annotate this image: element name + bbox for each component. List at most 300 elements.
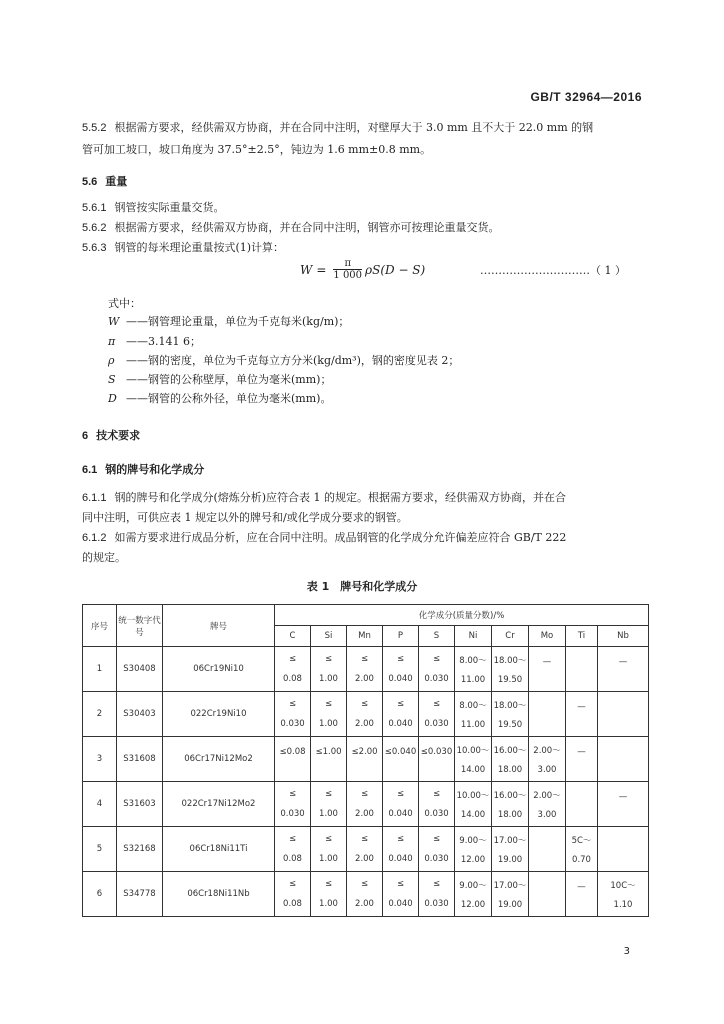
definition-pi xyxy=(108,334,201,350)
cell-value-line: 18.00～ xyxy=(493,655,527,666)
para-number: 5.6.2 xyxy=(82,222,107,234)
cell-value-stack xyxy=(529,649,565,689)
para-text: 钢的牌号和化学成分(熔炼分析)应符合表 1 的规定。根据需方要求，经供需双方协商，并在合 xyxy=(114,491,567,504)
table-row xyxy=(83,827,649,872)
cell-cr xyxy=(492,692,529,737)
cell-s xyxy=(419,692,455,737)
cell-value-stack xyxy=(566,649,597,689)
weight-formula xyxy=(300,258,425,281)
cell-value-line: 0.030 xyxy=(424,899,449,909)
definition-text: ——钢管的公称壁厚，单位为毫米(mm)； xyxy=(126,373,332,386)
cell-ni xyxy=(455,737,492,782)
cell-mo xyxy=(529,692,566,737)
cell-value-stack xyxy=(419,874,454,914)
cell-value-line: 3.00 xyxy=(537,764,557,775)
para-text: 钢管按实际重量交货。 xyxy=(114,201,225,214)
cell-value-line: 9.00～ xyxy=(459,880,487,891)
cell-value-line: 10.00～ xyxy=(456,790,490,801)
cell-value-stack xyxy=(492,649,528,689)
cell-value-line: 2.00～ xyxy=(533,745,561,756)
definition-d xyxy=(108,391,331,407)
para-5-6-1 xyxy=(82,200,224,216)
cell-value-stack xyxy=(383,694,418,734)
table-body xyxy=(83,647,649,917)
cell-value-stack xyxy=(419,649,454,689)
cell-value-line: 16.00～ xyxy=(493,745,527,756)
cell-grade: 022Cr17Ni12Mo2 xyxy=(163,782,275,827)
cell-unified-code: S31603 xyxy=(117,782,163,827)
cell-value-line: 2.00 xyxy=(355,674,374,684)
cell-s xyxy=(419,782,455,827)
definition-symbol: D xyxy=(108,392,117,405)
cell-nb xyxy=(598,827,649,872)
cell-value-line: 0.040 xyxy=(388,854,413,864)
cell-value-stack xyxy=(419,784,454,824)
cell-value-line: ≤ xyxy=(324,654,333,664)
cell-value-line: 17.00～ xyxy=(493,880,527,891)
fraction-numerator: π xyxy=(344,258,352,269)
para-6-1-2-line1 xyxy=(82,530,566,546)
cell-value-line: 0.70 xyxy=(572,854,591,865)
para-text: 钢管的每米理论重量按式(1)计算： xyxy=(114,241,285,254)
section-number: 5.6 xyxy=(82,176,98,188)
definition-text: ——钢管理论重量，单位为千克每米(kg/m)； xyxy=(126,315,350,328)
cell-si xyxy=(311,827,347,872)
cell-value-line: — xyxy=(618,791,628,802)
header-element: Mn xyxy=(347,626,383,647)
cell-value-line: 0.040 xyxy=(388,719,413,729)
cell-value-line: 1.00 xyxy=(319,854,338,864)
cell-grade: 06Cr17Ni12Mo2 xyxy=(163,737,275,782)
cell-value-stack xyxy=(419,829,454,869)
cell-si xyxy=(311,737,347,782)
cell-value-stack xyxy=(529,829,565,869)
cell-value-line: ≤ xyxy=(288,654,297,664)
cell-value-line: 18.00～ xyxy=(493,700,527,711)
page-number: 3 xyxy=(623,946,630,957)
cell-value-line: ≤ xyxy=(432,879,441,889)
cell-value-line: 0.040 xyxy=(388,899,413,909)
cell-c xyxy=(275,692,311,737)
cell-grade: 06Cr19Ni10 xyxy=(163,647,275,692)
cell-value-stack xyxy=(347,874,382,914)
cell-value-stack xyxy=(383,874,418,914)
formula-rhs: ρS(D − S) xyxy=(365,262,426,277)
cell-si xyxy=(311,647,347,692)
cell-value-stack xyxy=(311,784,346,824)
table-row xyxy=(83,737,649,782)
section-number: 6.1 xyxy=(82,464,98,476)
para-number: 5.6.1 xyxy=(82,202,107,214)
cell-seq: 4 xyxy=(83,782,117,827)
cell-value-line: ≤ xyxy=(324,879,333,889)
cell-cr xyxy=(492,647,529,692)
cell-value-stack xyxy=(275,829,310,869)
cell-value-stack xyxy=(275,739,310,779)
para-text: 根据需方要求，经供需双方协商，并在合同中注明，钢管亦可按理论重量交货。 xyxy=(114,221,500,234)
table-row xyxy=(83,692,649,737)
cell-value-stack xyxy=(347,649,382,689)
cell-cr xyxy=(492,827,529,872)
cell-value-stack xyxy=(455,829,491,869)
cell-value-line: ≤ xyxy=(288,834,297,844)
header-chemical-composition: 化学成分(质量分数)/% xyxy=(275,605,649,626)
cell-value-line: ≤ xyxy=(360,789,369,799)
para-text: 同中注明，可供应表 1 规定以外的牌号和/或化学成分要求的钢管。 xyxy=(82,511,408,524)
cell-cr xyxy=(492,872,529,917)
definition-w xyxy=(108,314,349,330)
cell-unified-code: S31608 xyxy=(117,737,163,782)
cell-value-line: 2.00 xyxy=(355,809,374,819)
para-5-6-2 xyxy=(82,220,499,236)
cell-value-line: ≤ xyxy=(288,879,297,889)
cell-ti xyxy=(566,737,598,782)
cell-value-line: ≤ xyxy=(324,699,333,709)
cell-value-line: 0.030 xyxy=(424,674,449,684)
cell-value-line: ≤ xyxy=(360,834,369,844)
cell-ti xyxy=(566,782,598,827)
cell-ti xyxy=(566,872,598,917)
cell-value-line: 0.08 xyxy=(283,674,302,684)
cell-value-line: 0.030 xyxy=(280,809,305,819)
header-element: S xyxy=(419,626,455,647)
cell-value-line: 1.00 xyxy=(319,809,338,819)
cell-ni xyxy=(455,692,492,737)
definition-s xyxy=(108,372,331,388)
cell-mo xyxy=(529,737,566,782)
cell-value-stack xyxy=(492,784,528,824)
section-6-heading xyxy=(82,428,140,444)
cell-value-line: 2.00～ xyxy=(533,790,561,801)
definition-symbol: W xyxy=(108,315,120,328)
cell-mn xyxy=(347,647,383,692)
cell-grade: 06Cr18Ni11Ti xyxy=(163,827,275,872)
cell-grade: 06Cr18Ni11Nb xyxy=(163,872,275,917)
cell-seq: 1 xyxy=(83,647,117,692)
cell-nb xyxy=(598,647,649,692)
cell-value-stack xyxy=(419,694,454,734)
cell-value-line: ≤ xyxy=(360,879,369,889)
cell-value-stack xyxy=(492,829,528,869)
cell-p xyxy=(383,692,419,737)
para-text: 根据需方要求，经供需双方协商，并在合同中注明，对壁厚大于 3.0 mm 且不大于 22.0 mm 的钢 xyxy=(114,121,594,134)
cell-value-stack xyxy=(311,694,346,734)
cell-value-stack xyxy=(598,739,648,779)
cell-value-line: ≤ xyxy=(360,699,369,709)
cell-value-stack xyxy=(383,784,418,824)
header-element: Nb xyxy=(598,626,649,647)
cell-c xyxy=(275,647,311,692)
para-text: 如需方要求进行成品分析，应在合同中注明。成品钢管的化学成分允许偏差应符合 GB/T 222 xyxy=(114,531,567,544)
cell-value-line: 11.00 xyxy=(460,719,486,730)
para-number: 5.5.2 xyxy=(82,122,107,134)
cell-value-line: ≤ xyxy=(288,699,297,709)
cell-p xyxy=(383,872,419,917)
formula-equals: = xyxy=(316,262,327,277)
composition-table xyxy=(82,604,649,917)
cell-value-line: — xyxy=(542,656,552,667)
cell-value-stack xyxy=(598,784,648,824)
cell-value-line: 17.00～ xyxy=(493,835,527,846)
header-element: Ni xyxy=(455,626,492,647)
para-5-6-3 xyxy=(82,240,284,256)
cell-c xyxy=(275,737,311,782)
cell-ni xyxy=(455,827,492,872)
para-6-1-2-line2 xyxy=(82,550,126,566)
cell-value-line: 18.00 xyxy=(497,809,523,820)
cell-value-line: ≤ xyxy=(324,789,333,799)
cell-value-line: 11.00 xyxy=(460,674,486,685)
para-6-1-1-line2 xyxy=(82,510,408,526)
cell-value-stack xyxy=(598,829,648,869)
cell-value-stack xyxy=(383,829,418,869)
header-element: Mo xyxy=(529,626,566,647)
cell-s xyxy=(419,827,455,872)
cell-c xyxy=(275,872,311,917)
cell-mn xyxy=(347,872,383,917)
cell-value-line: ≤ xyxy=(396,699,405,709)
cell-value-stack xyxy=(455,694,491,734)
section-5-6-heading xyxy=(82,174,127,190)
cell-ti xyxy=(566,827,598,872)
header-seq: 序号 xyxy=(83,605,117,647)
cell-c xyxy=(275,782,311,827)
cell-mo xyxy=(529,647,566,692)
cell-value-stack xyxy=(529,874,565,914)
standard-code: GB/T 32964—2016 xyxy=(530,90,642,104)
cell-value-stack xyxy=(383,739,418,779)
cell-value-stack xyxy=(311,829,346,869)
cell-value-line: 5C～ xyxy=(571,835,592,846)
cell-seq: 2 xyxy=(83,692,117,737)
cell-value-stack xyxy=(598,694,648,734)
cell-value-line: ≤ xyxy=(432,789,441,799)
cell-value-stack xyxy=(419,739,454,779)
cell-value-line: 19.00 xyxy=(497,854,523,865)
cell-value-line: 0.08 xyxy=(283,899,302,909)
cell-ti xyxy=(566,647,598,692)
formula-fraction xyxy=(333,258,362,281)
cell-value-stack xyxy=(311,739,346,779)
cell-unified-code: S30403 xyxy=(117,692,163,737)
cell-value-line: 2.00 xyxy=(355,719,374,729)
cell-value-line: 16.00～ xyxy=(493,790,527,801)
cell-value-line: ≤1.00 xyxy=(315,746,342,757)
cell-value-stack xyxy=(455,649,491,689)
cell-value-line: 9.00～ xyxy=(459,835,487,846)
para-5-5-2-line1 xyxy=(82,120,593,136)
cell-value-line: 10C～ xyxy=(610,880,636,891)
para-text: 的规定。 xyxy=(82,551,126,564)
cell-mn xyxy=(347,827,383,872)
cell-nb xyxy=(598,692,649,737)
para-5-5-2-line2 xyxy=(82,142,431,158)
cell-ni xyxy=(455,647,492,692)
cell-value-line: 1.00 xyxy=(319,719,338,729)
cell-mn xyxy=(347,782,383,827)
cell-ti xyxy=(566,692,598,737)
definition-rho xyxy=(108,353,459,369)
cell-value-line: 12.00 xyxy=(460,854,486,865)
cell-si xyxy=(311,872,347,917)
cell-value-line: ≤ xyxy=(432,834,441,844)
para-number: 6.1.1 xyxy=(82,492,107,504)
para-number: 5.6.3 xyxy=(82,242,107,254)
cell-si xyxy=(311,692,347,737)
section-title: 钢的牌号和化学成分 xyxy=(105,463,205,476)
cell-value-line: ≤0.030 xyxy=(420,746,453,757)
definition-text: ——钢的密度，单位为千克每立方分米(kg/dm³)，钢的密度见表 2； xyxy=(126,354,460,367)
cell-value-line: 8.00～ xyxy=(459,700,487,711)
header-element: Ti xyxy=(566,626,598,647)
cell-value-line: 1.00 xyxy=(319,899,338,909)
cell-ni xyxy=(455,872,492,917)
cell-value-line: 1.10 xyxy=(613,899,633,910)
cell-value-line: 0.08 xyxy=(283,854,302,864)
table-row xyxy=(83,872,649,917)
cell-mo xyxy=(529,827,566,872)
cell-value-line: ≤ xyxy=(288,789,297,799)
fraction-denominator: 1 000 xyxy=(333,270,363,281)
cell-seq: 6 xyxy=(83,872,117,917)
cell-value-line: 0.040 xyxy=(388,809,413,819)
cell-value-stack xyxy=(275,694,310,734)
cell-value-line: 2.00 xyxy=(355,899,374,909)
cell-seq: 3 xyxy=(83,737,117,782)
header-element: C xyxy=(275,626,311,647)
cell-ni xyxy=(455,782,492,827)
formula-lhs: W xyxy=(300,262,313,277)
table-header-row xyxy=(83,605,649,626)
cell-unified-code: S34778 xyxy=(117,872,163,917)
cell-nb xyxy=(598,737,649,782)
cell-p xyxy=(383,827,419,872)
cell-value-stack xyxy=(566,784,597,824)
cell-value-line: 3.00 xyxy=(537,809,557,820)
cell-value-line: ≤0.040 xyxy=(384,746,417,757)
cell-s xyxy=(419,647,455,692)
cell-value-stack xyxy=(383,649,418,689)
cell-value-line: 19.50 xyxy=(497,719,523,730)
cell-value-line: 18.00 xyxy=(497,764,523,775)
header-element: P xyxy=(383,626,419,647)
header-grade: 牌号 xyxy=(163,605,275,647)
cell-value-line: ≤ xyxy=(396,834,405,844)
cell-value-line: ≤ xyxy=(360,654,369,664)
section-6-1-heading xyxy=(82,462,204,478)
para-6-1-1-line1 xyxy=(82,490,566,506)
table-row xyxy=(83,782,649,827)
cell-value-stack xyxy=(347,829,382,869)
cell-p xyxy=(383,737,419,782)
section-number: 6 xyxy=(82,430,89,442)
cell-cr xyxy=(492,782,529,827)
header-unified-code: 统一数字代号 xyxy=(117,605,163,647)
cell-value-line: 2.00 xyxy=(355,854,374,864)
section-title: 技术要求 xyxy=(96,429,141,442)
cell-value-stack xyxy=(275,784,310,824)
cell-mn xyxy=(347,692,383,737)
cell-value-stack xyxy=(529,694,565,734)
cell-value-stack xyxy=(455,739,491,779)
para-number: 6.1.2 xyxy=(82,532,107,544)
cell-value-stack xyxy=(311,874,346,914)
section-title: 重量 xyxy=(105,175,128,188)
cell-value-stack xyxy=(529,739,565,779)
cell-value-line: 19.50 xyxy=(497,674,523,685)
cell-value-line: 0.030 xyxy=(280,719,305,729)
cell-value-stack xyxy=(275,649,310,689)
cell-mn xyxy=(347,737,383,782)
cell-value-line: 0.040 xyxy=(388,674,413,684)
cell-p xyxy=(383,782,419,827)
cell-mo xyxy=(529,782,566,827)
cell-value-line: — xyxy=(577,881,586,892)
cell-value-stack xyxy=(529,784,565,824)
equation-number: …………………………（ 1 ） xyxy=(480,264,626,277)
cell-value-stack xyxy=(347,739,382,779)
definition-symbol: S xyxy=(108,373,116,386)
cell-unified-code: S30408 xyxy=(117,647,163,692)
cell-value-stack xyxy=(492,694,528,734)
cell-value-stack xyxy=(566,829,597,869)
cell-value-line: 14.00 xyxy=(460,764,486,775)
cell-value-stack xyxy=(598,874,648,914)
cell-value-stack xyxy=(492,874,528,914)
cell-nb xyxy=(598,782,649,827)
cell-si xyxy=(311,782,347,827)
cell-value-line: ≤0.08 xyxy=(279,746,306,757)
cell-seq: 5 xyxy=(83,827,117,872)
cell-value-line: ≤ xyxy=(396,879,405,889)
header-element: Si xyxy=(311,626,347,647)
cell-s xyxy=(419,872,455,917)
cell-s xyxy=(419,737,455,782)
cell-value-line: ≤ xyxy=(432,699,441,709)
cell-value-line: 8.00～ xyxy=(459,655,487,666)
cell-value-line: 14.00 xyxy=(460,809,486,820)
definition-text: ——3.141 6； xyxy=(126,335,201,348)
cell-value-line: — xyxy=(577,746,586,757)
cell-value-stack xyxy=(598,649,648,689)
para-text: 管可加工坡口，坡口角度为 37.5°±2.5°，钝边为 1.6 mm±0.8 mm。 xyxy=(82,143,432,156)
cell-value-line: ≤ xyxy=(324,834,333,844)
cell-value-stack xyxy=(347,694,382,734)
cell-value-line: ≤ xyxy=(396,654,405,664)
cell-mo xyxy=(529,872,566,917)
cell-value-stack xyxy=(566,694,597,734)
cell-value-line: 10.00～ xyxy=(456,745,490,756)
cell-value-line: 0.030 xyxy=(424,809,449,819)
cell-value-stack xyxy=(455,874,491,914)
cell-c xyxy=(275,827,311,872)
cell-value-line: 19.00 xyxy=(497,899,523,910)
cell-p xyxy=(383,647,419,692)
table-row xyxy=(83,647,649,692)
definitions-intro: 式中： xyxy=(108,297,141,310)
cell-value-line: 0.030 xyxy=(424,854,449,864)
cell-value-line: ≤ xyxy=(396,789,405,799)
cell-value-line: 12.00 xyxy=(460,899,486,910)
cell-grade: 022Cr19Ni10 xyxy=(163,692,275,737)
table-title: 表 1 牌号和化学成分 xyxy=(306,580,418,593)
cell-cr xyxy=(492,737,529,782)
cell-unified-code: S32168 xyxy=(117,827,163,872)
cell-value-line: ≤ xyxy=(432,654,441,664)
cell-value-stack xyxy=(455,784,491,824)
definition-symbol: π xyxy=(108,335,116,348)
cell-value-line: 0.030 xyxy=(424,719,449,729)
